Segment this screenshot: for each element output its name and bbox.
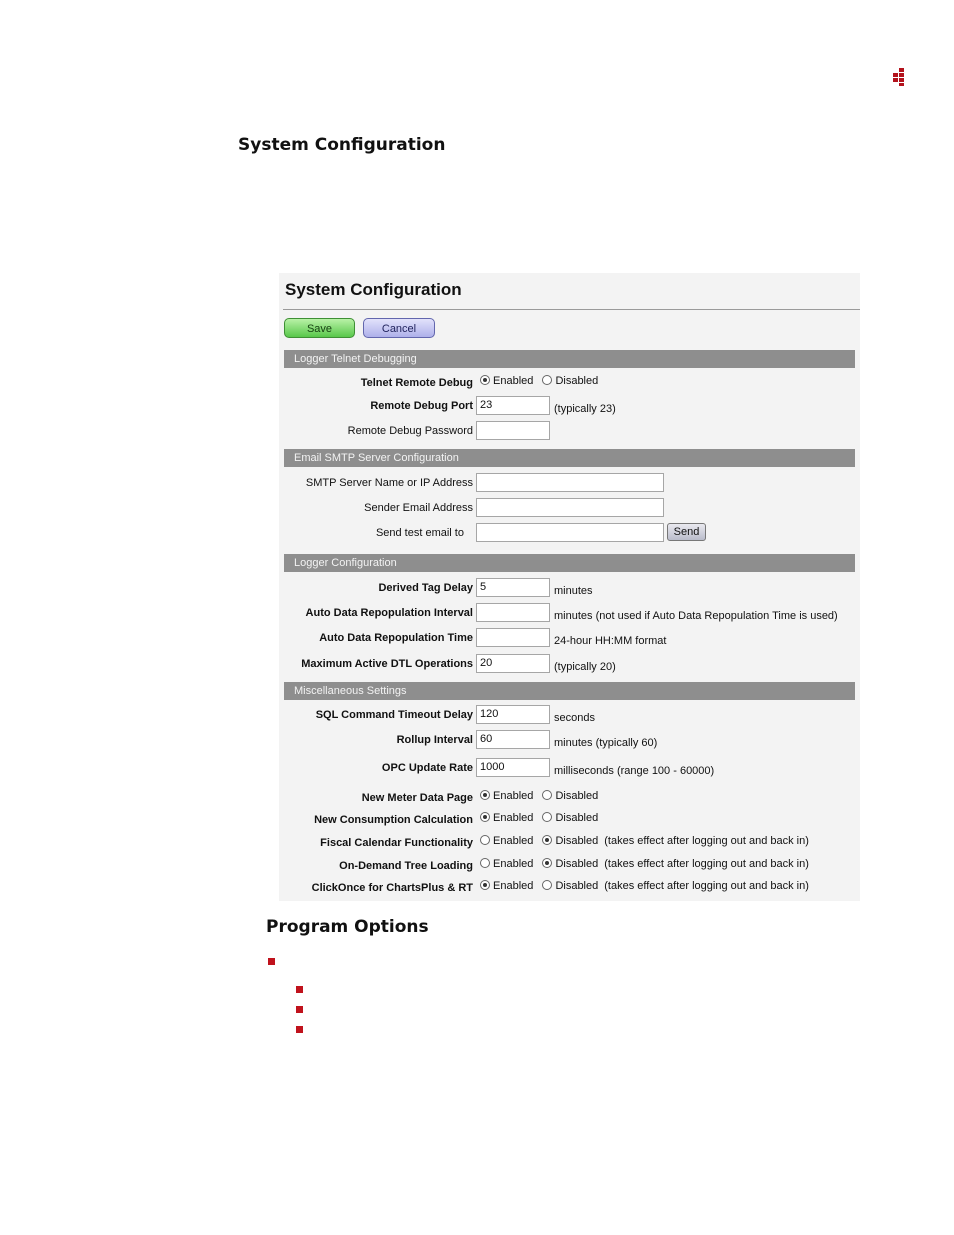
bullet-marker	[268, 958, 275, 965]
new-meter-data-page-label: New Meter Data Page	[361, 792, 473, 804]
sender-email-input[interactable]	[476, 498, 664, 517]
sub-bullet-marker	[296, 986, 303, 993]
repopulation-interval-note: minutes (not used if Auto Data Repopulation Time is used)	[554, 610, 838, 622]
section-header-telnet: Logger Telnet Debugging	[284, 350, 855, 368]
send-test-email-row	[279, 523, 860, 543]
radio-label: Disabled	[555, 858, 599, 870]
fiscal-disabled-radio[interactable]	[542, 835, 552, 845]
radio-label: Enabled	[493, 835, 534, 847]
repopulation-interval-input[interactable]	[476, 603, 550, 622]
rollup-interval-label: Rollup Interval	[396, 734, 473, 746]
clickonce-enabled-radio[interactable]	[480, 880, 490, 890]
fiscal-calendar-radios	[480, 835, 809, 851]
sql-timeout-note: seconds	[554, 712, 595, 724]
remote-debug-port-note: (typically 23)	[554, 403, 616, 415]
on-demand-tree-loading-radios	[480, 858, 809, 874]
max-dtl-operations-input[interactable]: 20	[476, 654, 550, 673]
new-consumption-calculation-label: New Consumption Calculation	[314, 814, 473, 826]
telnet-disabled-radio[interactable]	[542, 375, 552, 385]
repopulation-time-note: 24-hour HH:MM format	[554, 635, 667, 647]
section-header-logger: Logger Configuration	[284, 554, 855, 572]
radio-label: Enabled	[493, 812, 534, 824]
repopulation-time-row	[279, 628, 860, 648]
repopulation-interval-row	[279, 603, 860, 623]
fiscal-calendar-label: Fiscal Calendar Functionality	[320, 837, 473, 849]
radio-label: Disabled	[555, 812, 599, 824]
system-configuration-panel	[279, 273, 860, 901]
section-header-misc: Miscellaneous Settings	[284, 682, 855, 700]
logout-note: (takes effect after logging out and back in)	[604, 858, 809, 870]
ondemand-disabled-radio[interactable]	[542, 858, 552, 868]
brand-logo-icon	[893, 68, 907, 86]
repopulation-interval-label: Auto Data Repopulation Interval	[305, 607, 473, 619]
clickonce-radios	[480, 880, 809, 896]
sql-timeout-input[interactable]: 120	[476, 705, 550, 724]
rollup-interval-row	[279, 730, 860, 750]
rollup-interval-note: minutes (typically 60)	[554, 737, 658, 749]
radio-label: Enabled	[493, 375, 534, 387]
repopulation-time-label: Auto Data Repopulation Time	[319, 632, 473, 644]
remote-debug-password-input[interactable]	[476, 421, 550, 440]
remote-debug-password-label: Remote Debug Password	[347, 425, 473, 437]
fiscal-enabled-radio[interactable]	[480, 835, 490, 845]
program-options-heading: Program Options	[266, 917, 429, 937]
meter-enabled-radio[interactable]	[480, 790, 490, 800]
on-demand-tree-loading-row	[279, 856, 860, 876]
sender-email-row	[279, 498, 860, 518]
on-demand-tree-loading-label: On-Demand Tree Loading	[339, 860, 473, 872]
opc-update-rate-input[interactable]: 1000	[476, 758, 550, 777]
sql-timeout-row	[279, 705, 860, 725]
sender-email-label: Sender Email Address	[364, 502, 473, 514]
send-test-email-label: Send test email to	[375, 527, 464, 539]
radio-label: Enabled	[493, 880, 534, 892]
panel-title: System Configuration	[285, 280, 462, 299]
max-dtl-operations-row	[279, 654, 860, 674]
telnet-remote-debug-row	[279, 373, 860, 393]
sub-bullet-marker	[296, 1026, 303, 1033]
send-button[interactable]: Send	[667, 523, 706, 541]
consumption-disabled-radio[interactable]	[542, 812, 552, 822]
opc-update-rate-label: OPC Update Rate	[381, 762, 473, 774]
telnet-remote-debug-label: Telnet Remote Debug	[360, 377, 473, 389]
remote-debug-port-input[interactable]: 23	[476, 396, 550, 415]
clickonce-row	[279, 878, 860, 898]
fiscal-calendar-row	[279, 833, 860, 853]
logout-note: (takes effect after logging out and back in)	[604, 835, 809, 847]
radio-label: Enabled	[493, 858, 534, 870]
sql-timeout-label: SQL Command Timeout Delay	[315, 709, 473, 721]
clickonce-disabled-radio[interactable]	[542, 880, 552, 890]
radio-label: Disabled	[555, 790, 599, 802]
derived-tag-delay-label: Derived Tag Delay	[378, 582, 473, 594]
save-button[interactable]: Save	[284, 318, 355, 338]
consumption-enabled-radio[interactable]	[480, 812, 490, 822]
derived-tag-delay-row	[279, 578, 860, 598]
telnet-remote-debug-radios	[480, 375, 604, 391]
telnet-enabled-radio[interactable]	[480, 375, 490, 385]
max-dtl-operations-note: (typically 20)	[554, 661, 616, 673]
send-test-email-input[interactable]	[476, 523, 664, 542]
radio-label: Disabled	[555, 375, 599, 387]
meter-disabled-radio[interactable]	[542, 790, 552, 800]
remote-debug-port-label: Remote Debug Port	[370, 400, 473, 412]
title-divider	[283, 309, 860, 310]
repopulation-time-input[interactable]	[476, 628, 550, 647]
section-heading: System Configuration	[238, 135, 446, 155]
logout-note: (takes effect after logging out and back in)	[604, 880, 809, 892]
smtp-server-input[interactable]	[476, 473, 664, 492]
section-header-smtp: Email SMTP Server Configuration	[284, 449, 855, 467]
sub-bullet-marker	[296, 1006, 303, 1013]
new-meter-data-page-row	[279, 788, 860, 808]
opc-update-rate-row	[279, 758, 860, 778]
radio-label: Enabled	[493, 790, 534, 802]
remote-debug-port-row	[279, 396, 860, 416]
new-consumption-calculation-radios	[480, 812, 604, 828]
max-dtl-operations-label: Maximum Active DTL Operations	[301, 658, 473, 670]
derived-tag-delay-note: minutes	[554, 585, 593, 597]
ondemand-enabled-radio[interactable]	[480, 858, 490, 868]
radio-label: Disabled	[555, 880, 599, 892]
cancel-button[interactable]: Cancel	[363, 318, 435, 338]
smtp-server-row	[279, 473, 860, 493]
remote-debug-password-row	[279, 421, 860, 441]
clickonce-label: ClickOnce for ChartsPlus & RT	[311, 882, 473, 894]
radio-label: Disabled	[555, 835, 599, 847]
new-meter-data-page-radios	[480, 790, 604, 806]
derived-tag-delay-input[interactable]: 5	[476, 578, 550, 597]
rollup-interval-input[interactable]: 60	[476, 730, 550, 749]
smtp-server-label: SMTP Server Name or IP Address	[305, 477, 473, 489]
new-consumption-calculation-row	[279, 810, 860, 830]
opc-update-rate-note: milliseconds (range 100 - 60000)	[554, 765, 715, 777]
